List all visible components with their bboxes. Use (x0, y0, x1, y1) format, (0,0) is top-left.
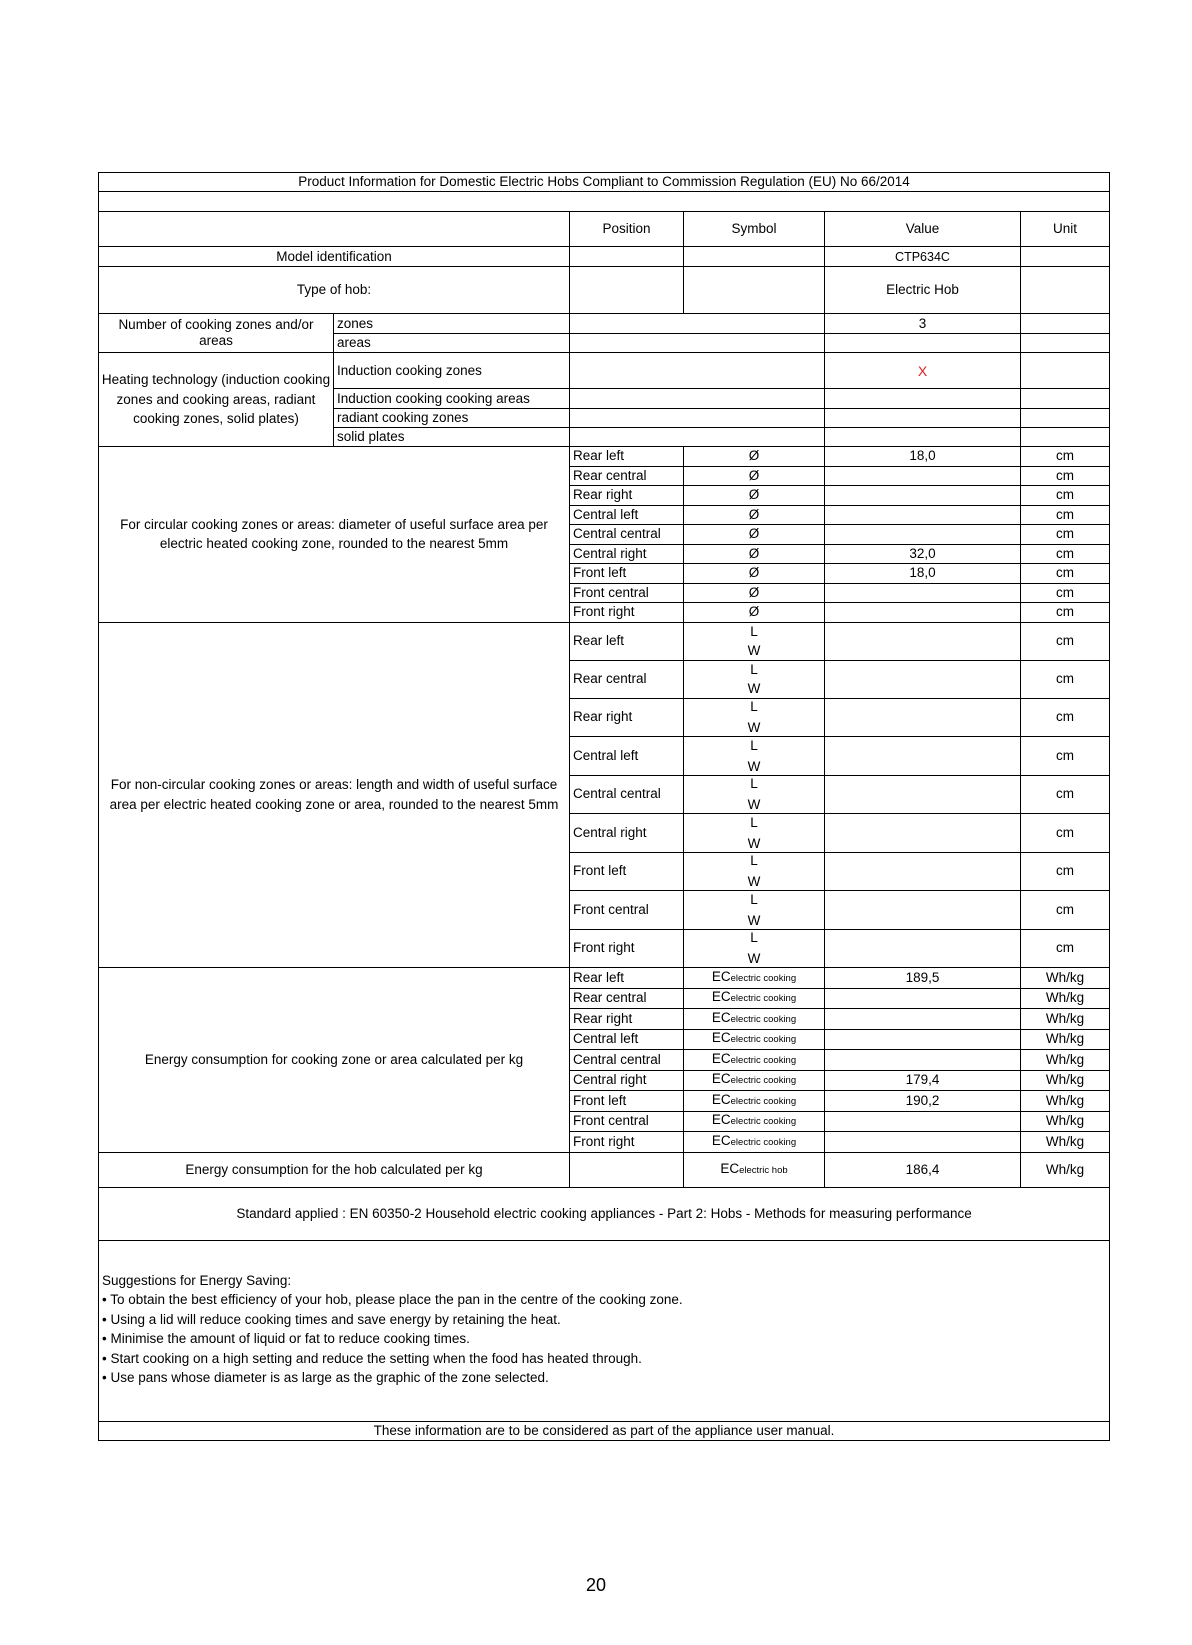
energy-zone-unit: Wh/kg (1021, 1132, 1110, 1153)
noncircular-unit: cm (1021, 852, 1110, 891)
circular-unit: cm (1021, 525, 1110, 545)
circular-value (825, 486, 1021, 506)
heating-row-value: X (825, 353, 1021, 389)
width-symbol: W (747, 912, 761, 928)
energy-zone-symbol: ECelectric cooking (684, 1009, 825, 1030)
noncircular-position: Rear central (570, 660, 684, 698)
page-number: 20 (585, 1575, 607, 1595)
diameter-symbol: Ø (684, 505, 825, 525)
noncircular-value (825, 775, 1021, 814)
heating-row-label: Induction cooking cooking areas (334, 389, 570, 409)
noncircular-unit: cm (1021, 814, 1110, 853)
circular-unit: cm (1021, 447, 1110, 467)
length-width-symbol (684, 660, 825, 698)
heating-row-label: Induction cooking zones (334, 353, 570, 389)
energy-zone-symbol: ECelectric cooking (684, 1050, 825, 1071)
circular-value: 32,0 (825, 544, 1021, 564)
noncircular-position: Central left (570, 737, 684, 776)
suggestion-item: • Using a lid will reduce cooking times and save energy by retaining the heat. (102, 1311, 561, 1327)
energy-zone-position: Rear left (570, 968, 684, 989)
circular-position: Central left (570, 505, 684, 525)
energy-zone-symbol: ECelectric cooking (684, 1029, 825, 1050)
zones-label: zones (334, 314, 570, 334)
circular-position: Rear right (570, 486, 684, 506)
length-width-symbol (684, 852, 825, 891)
width-symbol: W (747, 797, 761, 813)
circular-unit: cm (1021, 486, 1110, 506)
noncircular-zones-label: For non-circular cooking zones or areas: length and width of useful surface area per electric heated cooking zone or area, rounded to the nearest 5mm (99, 622, 570, 968)
circular-unit: cm (1021, 583, 1110, 603)
heating-technology-label: Heating technology (induction cooking zones and cooking areas, radiant cooking zones, solid plates) (99, 353, 334, 447)
header-position: Position (570, 212, 684, 247)
areas-value (825, 334, 1021, 353)
energy-hob-symbol: ECelectric hob (684, 1152, 825, 1187)
noncircular-value (825, 737, 1021, 776)
width-symbol: W (747, 951, 761, 967)
suggestion-item: • Use pans whose diameter is as large as the graphic of the zone selected. (102, 1370, 549, 1385)
width-symbol: W (747, 874, 761, 890)
energy-zone-symbol: ECelectric cooking (684, 1070, 825, 1091)
energy-zone-unit: Wh/kg (1021, 1091, 1110, 1112)
energy-zone-position: Front left (570, 1091, 684, 1112)
heating-row-label: radiant cooking zones (334, 409, 570, 428)
noncircular-value (825, 698, 1021, 737)
energy-zone-value (825, 1029, 1021, 1050)
energy-zone-unit: Wh/kg (1021, 1111, 1110, 1132)
energy-zone-symbol: ECelectric cooking (684, 1111, 825, 1132)
suggestions-title: Suggestions for Energy Saving: (102, 1272, 292, 1288)
energy-zone-unit: Wh/kg (1021, 1009, 1110, 1030)
hob-type-value: Electric Hob (825, 267, 1021, 314)
length-symbol: L (750, 699, 758, 715)
circular-value (825, 505, 1021, 525)
circular-position: Front central (570, 583, 684, 603)
circular-value (825, 583, 1021, 603)
width-symbol: W (747, 643, 761, 658)
length-width-symbol (684, 698, 825, 737)
suggestion-item: • To obtain the best efficiency of your hob, please place the pan in the centre of the cooking zone. (102, 1292, 683, 1307)
diameter-symbol: Ø (684, 603, 825, 623)
document-title: Product Information for Domestic Electric Hobs Compliant to Commission Regulation (EU) No 66/2014 (99, 173, 1110, 192)
energy-zone-position: Front right (570, 1132, 684, 1153)
width-symbol: W (747, 758, 761, 774)
energy-zone-unit: Wh/kg (1021, 1029, 1110, 1050)
energy-zone-label: Energy consumption for cooking zone or area calculated per kg (99, 968, 570, 1153)
noncircular-position: Central central (570, 775, 684, 814)
circular-unit: cm (1021, 603, 1110, 623)
noncircular-unit: cm (1021, 622, 1110, 660)
suggestion-item: • Minimise the amount of liquid or fat to reduce cooking times. (102, 1331, 470, 1346)
noncircular-value (825, 929, 1021, 968)
diameter-symbol: Ø (684, 544, 825, 564)
noncircular-position: Front left (570, 852, 684, 891)
circular-zones-label: For circular cooking zones or areas: diameter of useful surface area per electric heated cooking zone, rounded to the nearest 5mm (99, 447, 570, 623)
energy-zone-value (825, 1111, 1021, 1132)
energy-saving-suggestions (99, 1240, 1110, 1421)
length-width-symbol (684, 929, 825, 968)
diameter-symbol: Ø (684, 486, 825, 506)
energy-zone-position: Central right (570, 1070, 684, 1091)
noncircular-unit: cm (1021, 660, 1110, 698)
heating-row-value (825, 428, 1021, 447)
noncircular-position: Rear right (570, 698, 684, 737)
heating-row-value (825, 389, 1021, 409)
noncircular-unit: cm (1021, 775, 1110, 814)
diameter-symbol: Ø (684, 564, 825, 584)
circular-position: Rear left (570, 447, 684, 467)
energy-hob-label: Energy consumption for the hob calculated per kg (99, 1152, 570, 1187)
noncircular-value (825, 622, 1021, 660)
circular-unit: cm (1021, 564, 1110, 584)
circular-unit: cm (1021, 466, 1110, 486)
length-symbol: L (750, 930, 758, 946)
noncircular-unit: cm (1021, 929, 1110, 968)
width-symbol: W (747, 720, 761, 736)
header-value: Value (825, 212, 1021, 247)
length-width-symbol (684, 622, 825, 660)
circular-position: Central right (570, 544, 684, 564)
energy-zone-value: 190,2 (825, 1091, 1021, 1112)
length-width-symbol (684, 775, 825, 814)
circular-position: Central central (570, 525, 684, 545)
circular-value: 18,0 (825, 564, 1021, 584)
energy-hob-value: 186,4 (825, 1152, 1021, 1187)
energy-zone-position: Rear right (570, 1009, 684, 1030)
length-symbol: L (750, 853, 758, 869)
noncircular-unit: cm (1021, 891, 1110, 930)
length-symbol: L (750, 814, 758, 830)
noncircular-position: Front right (570, 929, 684, 968)
diameter-symbol: Ø (684, 583, 825, 603)
noncircular-value (825, 891, 1021, 930)
diameter-symbol: Ø (684, 447, 825, 467)
circular-value (825, 466, 1021, 486)
energy-zone-position: Front central (570, 1111, 684, 1132)
header-blank (99, 212, 570, 247)
hob-type-label: Type of hob: (99, 267, 570, 314)
energy-zone-symbol: ECelectric cooking (684, 968, 825, 989)
noncircular-value (825, 660, 1021, 698)
energy-zone-unit: Wh/kg (1021, 988, 1110, 1009)
length-symbol: L (750, 891, 758, 907)
product-information-table (98, 172, 1110, 1441)
energy-zone-value (825, 988, 1021, 1009)
energy-zone-symbol: ECelectric cooking (684, 1091, 825, 1112)
length-symbol: L (750, 737, 758, 753)
energy-hob-unit: Wh/kg (1021, 1152, 1110, 1187)
header-unit: Unit (1021, 212, 1110, 247)
energy-zone-unit: Wh/kg (1021, 1070, 1110, 1091)
zones-value: 3 (825, 314, 1021, 334)
header-symbol: Symbol (684, 212, 825, 247)
circular-unit: cm (1021, 505, 1110, 525)
energy-zone-value (825, 1009, 1021, 1030)
energy-zone-value (825, 1050, 1021, 1071)
length-symbol: L (750, 776, 758, 792)
energy-zone-symbol: ECelectric cooking (684, 988, 825, 1009)
energy-zone-unit: Wh/kg (1021, 968, 1110, 989)
noncircular-value (825, 852, 1021, 891)
length-width-symbol (684, 891, 825, 930)
circular-position: Front right (570, 603, 684, 623)
energy-zone-position: Central central (570, 1050, 684, 1071)
energy-zone-value: 179,4 (825, 1070, 1021, 1091)
suggestion-item: • Start cooking on a high setting and reduce the setting when the food has heated through. (102, 1350, 642, 1366)
noncircular-position: Rear left (570, 622, 684, 660)
noncircular-unit: cm (1021, 698, 1110, 737)
model-label: Model identification (99, 247, 570, 267)
heating-row-value (825, 409, 1021, 428)
circular-value (825, 525, 1021, 545)
noncircular-value (825, 814, 1021, 853)
circular-position: Front left (570, 564, 684, 584)
length-width-symbol (684, 814, 825, 853)
width-symbol: W (747, 681, 761, 696)
energy-zone-unit: Wh/kg (1021, 1050, 1110, 1071)
length-symbol: L (750, 624, 758, 639)
circular-value (825, 603, 1021, 623)
energy-zone-value: 189,5 (825, 968, 1021, 989)
noncircular-unit: cm (1021, 737, 1110, 776)
length-width-symbol (684, 737, 825, 776)
circular-position: Rear central (570, 466, 684, 486)
noncircular-position: Front central (570, 891, 684, 930)
width-symbol: W (747, 835, 761, 851)
circular-value: 18,0 (825, 447, 1021, 467)
diameter-symbol: Ø (684, 525, 825, 545)
zones-count-label: Number of cooking zones and/or areas (99, 314, 334, 353)
noncircular-position: Central right (570, 814, 684, 853)
footer-note: These information are to be considered as part of the appliance user manual. (99, 1421, 1110, 1440)
length-symbol: L (750, 662, 758, 677)
energy-zone-position: Rear central (570, 988, 684, 1009)
areas-label: areas (334, 334, 570, 353)
standard-applied: Standard applied : EN 60350-2 Household electric cooking appliances - Part 2: Hobs - Methods for measuring performance (99, 1187, 1110, 1240)
model-value: CTP634C (825, 247, 1021, 267)
energy-zone-symbol: ECelectric cooking (684, 1132, 825, 1153)
blank-row (99, 192, 1110, 212)
heating-row-label: solid plates (334, 428, 570, 447)
circular-unit: cm (1021, 544, 1110, 564)
energy-zone-value (825, 1132, 1021, 1153)
diameter-symbol: Ø (684, 466, 825, 486)
energy-zone-position: Central left (570, 1029, 684, 1050)
